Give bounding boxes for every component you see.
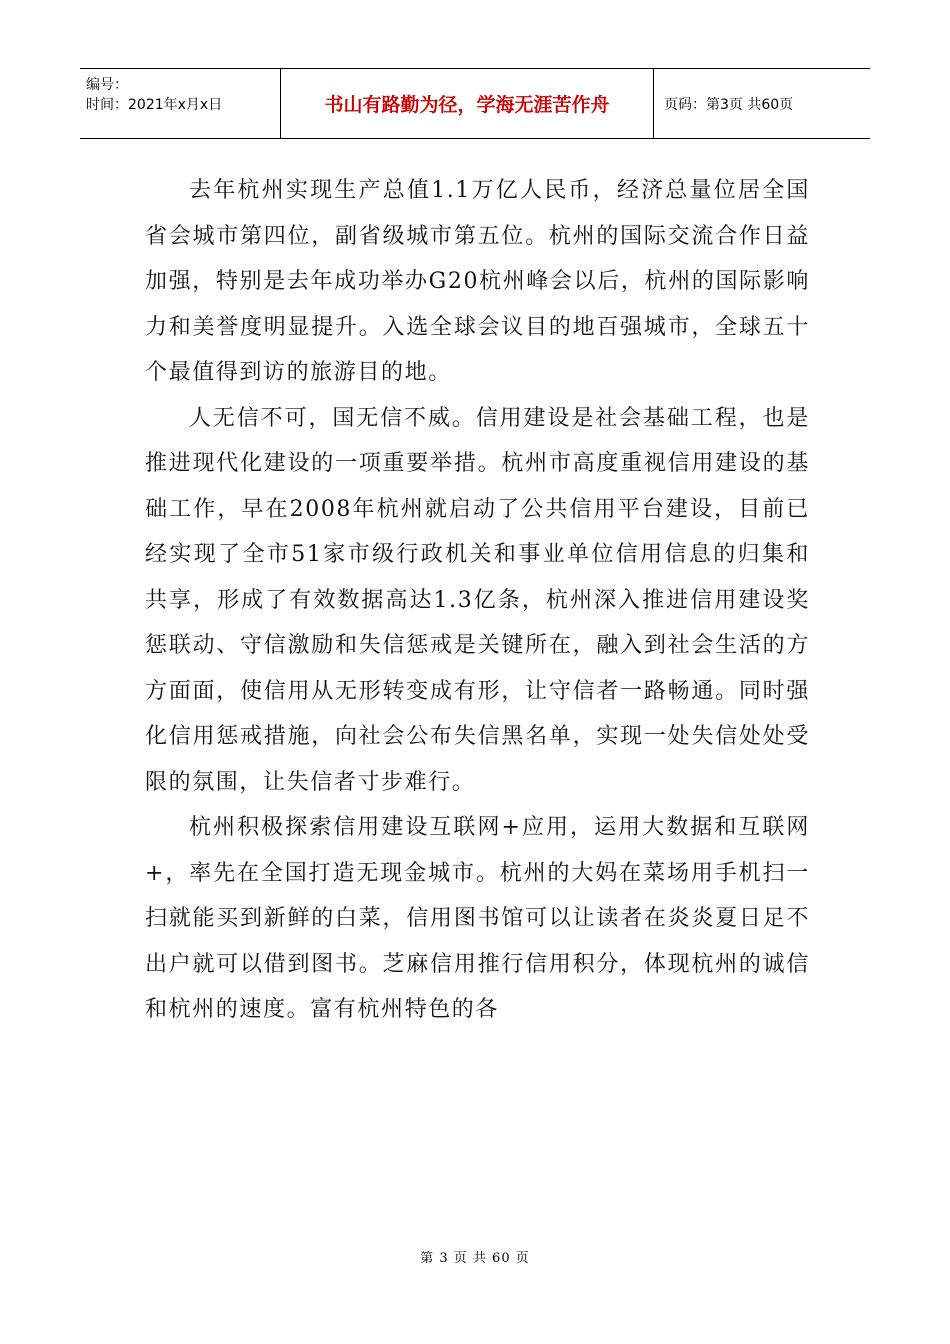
page-number-label: 页码：第3页 共60页: [664, 96, 794, 113]
paragraph: 杭州积极探索信用建设互联网+应用，运用大数据和互联网+，率先在全国打造无现金城市。杭州的大妈在菜场用手机扫一扫就能买到新鲜的白菜，信用图书馆可以让读者在炎炎夏日足不出户就可以借到图书。芝麻信用推行信用积分，体现杭州的诚信和杭州的速度。富有杭州特色的各: [145, 815, 810, 1022]
header-meta-cell: [80, 69, 281, 138]
page-number-cell: [654, 69, 870, 138]
document-header: [80, 68, 870, 139]
motto-cell: [281, 69, 654, 138]
paragraph: 去年杭州实现生产总值1.1万亿人民币，经济总量位居全国省会城市第四位，副省级城市第五位。杭州的国际交流合作日益加强，特别是去年成功举办G20杭州峰会以后，杭州的国际影响力和美誉度明显提升。入选全球会议目的地百强城市，全球五十个最值得到访的旅游目的地。: [145, 178, 810, 385]
document-body: [145, 168, 810, 1033]
paragraph: 人无信不可，国无信不威。信用建设是社会基础工程，也是推进现代化建设的一项重要举措。杭州市高度重视信用建设的基础工作，早在2008年杭州就启动了公共信用平台建设，目前已经实现了全市51家市级行政机关和事业单位信用信息的归集和共享，形成了有效数据高达1.3亿条，杭州深入推进信用建设奖惩联动、守信激励和失信惩戒是关键所在，融入到社会生活的方方面面，使信用从无形转变成有形，让守信者一路畅通。同时强化信用惩戒措施，向社会公布失信黑名单，实现一处失信处处受限的氛围，让失信者寸步难行。: [145, 405, 810, 795]
date-label: 时间：2021年x月x日: [86, 97, 223, 113]
serial-number-label: 编号：: [86, 77, 128, 93]
motto-text: 书山有路勤为径，学海无涯苦作舟: [324, 94, 610, 116]
page-footer: 第 3 页 共 60 页: [420, 1251, 530, 1266]
